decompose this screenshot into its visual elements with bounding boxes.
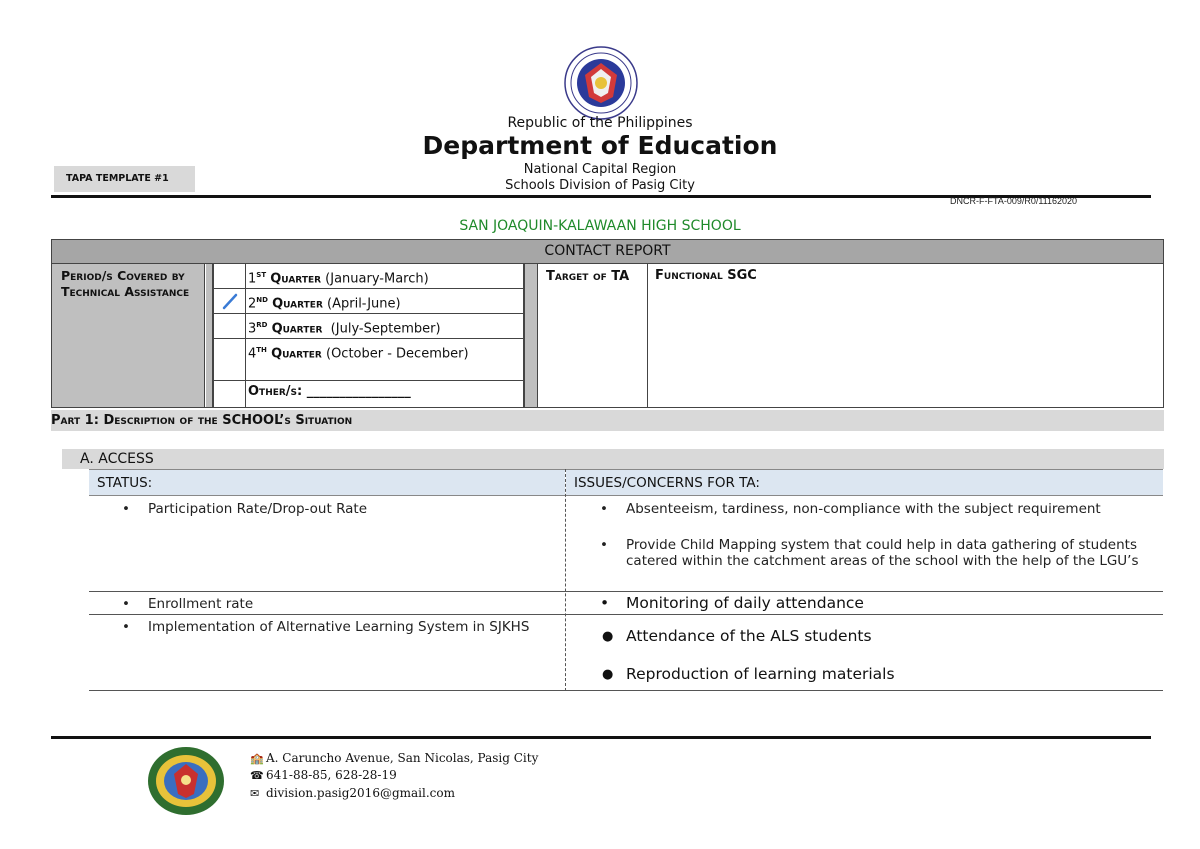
contact-report-table [51, 239, 1164, 408]
column-divider [565, 469, 566, 691]
issues-header: ISSUES/CONCERNS FOR TA: [566, 469, 1163, 496]
quarter-label: 3RD Quarter (July-September) [248, 321, 441, 337]
checkmark-icon [214, 289, 246, 313]
deped-seal-logo [563, 45, 639, 121]
others-label: Other/s: ________________ [248, 384, 411, 399]
division-seal-logo [146, 746, 226, 816]
division-heading: Schools Division of Pasig City [505, 178, 695, 193]
part1-heading: Part 1: Description of the SCHOOL’s Situation [51, 410, 1164, 431]
quarter-row [213, 289, 524, 314]
column-spacer [524, 264, 537, 407]
issue-item: • Monitoring of daily attendance [626, 595, 864, 611]
others-row [213, 381, 524, 407]
quarter-list [213, 264, 524, 407]
quarter-checkbox[interactable] [214, 264, 246, 288]
quarter-row [213, 264, 524, 289]
republic-heading: Republic of the Philippines [507, 115, 693, 131]
access-table [89, 469, 1163, 691]
target-value: Functional SGC [655, 268, 757, 283]
document-code: DNCR-F-FTA-009/R0/11162020 [950, 196, 1078, 206]
footer-divider [51, 736, 1151, 739]
template-label: TAPA TEMPLATE #1 [54, 166, 195, 192]
phone-icon: ☎ [250, 769, 264, 782]
issue-item: • Absenteeism, tardiness, non-compliance with the subject requirement [626, 501, 1156, 517]
footer-email: ✉ division.pasig2016@gmail.com [250, 786, 455, 800]
quarter-label: 4TH Quarter (October - December) [248, 346, 469, 362]
issue-item: ● Attendance of the ALS students [626, 628, 872, 644]
footer-phone: ☎ 641-88-85, 628-28-19 [250, 768, 397, 782]
status-item: • Enrollment rate [148, 596, 253, 612]
footer-address: 🏫 A. Caruncho Avenue, San Nicolas, Pasig City [250, 751, 539, 765]
period-label: Period/s Covered by Technical Assistance [52, 264, 205, 407]
email-icon: ✉ [250, 787, 260, 800]
others-checkbox[interactable] [214, 381, 246, 407]
quarter-checkbox[interactable] [214, 339, 246, 380]
quarter-label: 2ND Quarter (April-June) [248, 296, 401, 312]
status-header: STATUS: [89, 469, 565, 496]
row-divider [89, 591, 1163, 592]
target-label: Target of TA [537, 264, 648, 407]
region-heading: National Capital Region [523, 162, 677, 177]
issue-item: ● Reproduction of learning materials [626, 666, 895, 682]
contact-report-title: CONTACT REPORT [52, 240, 1163, 264]
status-item: • Participation Rate/Drop-out Rate [148, 501, 367, 517]
period-spacer [206, 264, 213, 407]
row-divider [89, 614, 1163, 615]
department-title: Department of Education [422, 131, 778, 160]
quarter-label: 1ST Quarter (January-March) [248, 271, 429, 287]
issue-item: • Provide Child Mapping system that could help in data gathering of students catered within the catchment areas of the school with the help of the LGU’s [626, 537, 1156, 569]
building-icon: 🏫 [250, 752, 264, 765]
quarter-row [213, 339, 524, 381]
status-item: • Implementation of Alternative Learning System in SJKHS [148, 619, 548, 635]
row-divider [89, 690, 1163, 691]
quarter-checkbox[interactable] [214, 314, 246, 338]
section-a-heading: A. ACCESS [62, 449, 1164, 469]
school-name: SAN JOAQUIN-KALAWAAN HIGH SCHOOL [459, 218, 741, 234]
quarter-row [213, 314, 524, 339]
quarter-checkbox[interactable] [214, 289, 246, 313]
